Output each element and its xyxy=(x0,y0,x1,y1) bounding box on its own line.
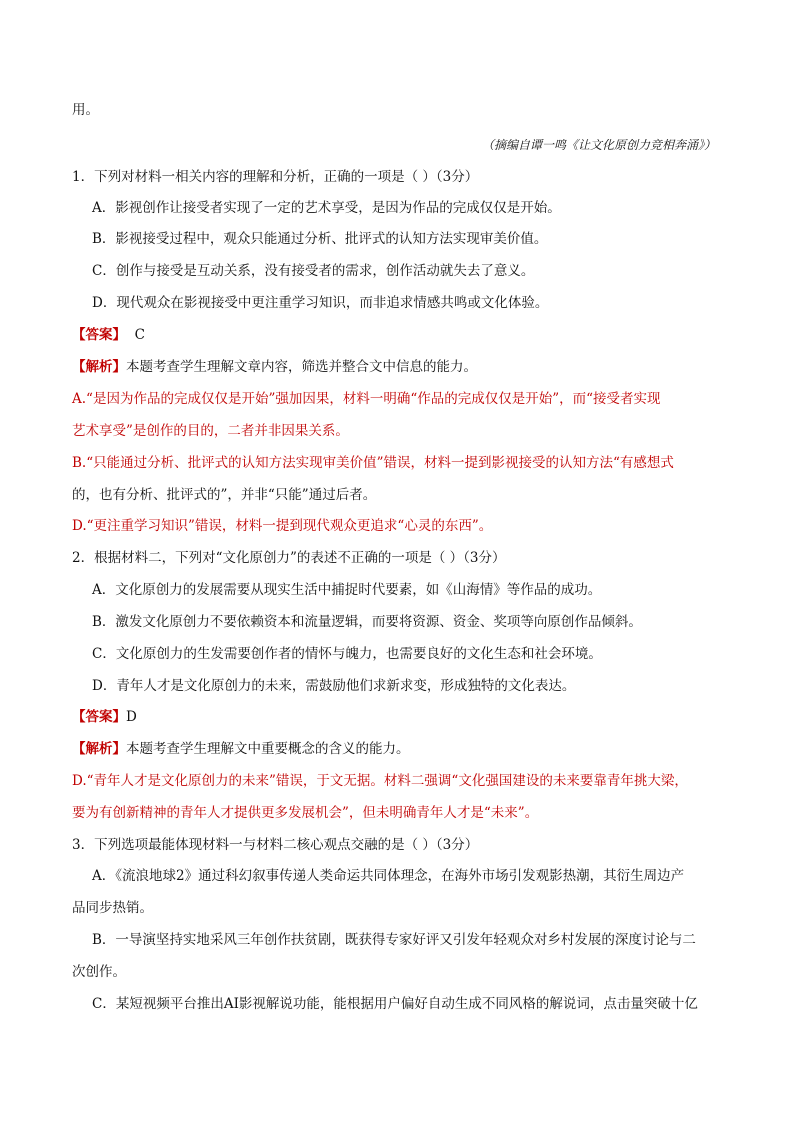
q3-option-a-2: 品同步热销。 xyxy=(72,900,153,916)
q2-analysis xyxy=(72,739,410,759)
q2-answer xyxy=(72,707,137,727)
q1-analysis-text: 本题考查学生理解文章内容，筛选并整合文中信息的能力。 xyxy=(126,359,477,375)
q1-option-d: D．现代观众在影视接受中更注重学习知识，而非追求情感共鸣或文化体验。 xyxy=(92,295,549,311)
q1-explanation-a-2: 艺术享受”是创作的目的，二者并非因果关系。 xyxy=(72,423,349,439)
q2-explanation-d-1: D.“青年人才是文化原创力的未来”错误，于文无据。材料二强调“文化强国建设的未来要靠青年挑大梁， xyxy=(72,773,688,789)
q2-answer-label: 【答案】 xyxy=(72,709,126,725)
q1-explanation-b-2: 的，也有分析、批评式的”，并非“只能”通过后者。 xyxy=(72,487,377,503)
q1-stem: 1．下列对材料一相关内容的理解和分析，正确的一项是（ ）（3分） xyxy=(72,169,479,185)
q3-option-a-1: A．《流浪地球2》通过科幻叙事传递人类命运共同体理念，在海外市场引发观影热潮，其衍生周边产 xyxy=(92,868,685,884)
q2-explanation-d-2: 要为有创新精神的青年人才提供更多发展机会”，但未明确青年人才是“未来”。 xyxy=(72,805,539,821)
q3-option-b-1: B．一导演坚持实地采风三年创作扶贫剧，既获得专家好评又引发年轻观众对乡村发展的深度讨论与二 xyxy=(92,932,696,948)
q1-answer-value: C xyxy=(134,327,145,343)
top-fragment: 用。 xyxy=(72,102,99,118)
q1-explanation-b-1: B.“只能通过分析、批评式的认知方法实现审美价值”错误，材料一提到影视接受的认知方法“有感想式 xyxy=(72,455,674,471)
q3-stem: 3．下列选项最能体现材料一与材料二核心观点交融的是（ ）（3分） xyxy=(72,837,479,853)
q1-analysis xyxy=(72,357,477,377)
q1-answer-label: 【答案】 xyxy=(72,327,126,343)
q1-analysis-label: 【解析】 xyxy=(72,359,126,375)
q2-option-d: D．青年人才是文化原创力的未来，需鼓励他们求新求变，形成独特的文化表达。 xyxy=(92,678,576,694)
q1-explanation-d: D.“更注重学习知识”错误，材料一提到现代观众更追求“心灵的东西”。 xyxy=(72,518,493,534)
q1-answer xyxy=(72,325,145,345)
q2-analysis-text: 本题考查学生理解文中重要概念的含义的能力。 xyxy=(126,741,410,757)
q2-option-a: A．文化原创力的发展需要从现实生活中捕捉时代要素，如《山海情》等作品的成功。 xyxy=(92,582,602,598)
q2-stem: 2．根据材料二，下列对“文化原创力”的表述不正确的一项是（ ）（3分） xyxy=(72,550,506,566)
q1-option-b: B．影视接受过程中，观众只能通过分析、批评式的认知方法实现审美价值。 xyxy=(92,231,548,247)
q3-option-b-2: 次创作。 xyxy=(72,964,126,980)
q1-explanation-a-1: A.“是因为作品的完成仅仅是开始”强加因果，材料一明确“作品的完成仅仅是开始”，而“接受者实现 xyxy=(72,391,661,407)
q3-option-c-1: C．某短视频平台推出AI影视解说功能，能根据用户偏好自动生成不同风格的解说词，点击量突破十亿 xyxy=(92,996,698,1012)
source-citation: （摘编自谭一鸣《让文化原创力竞相奔涌》） xyxy=(481,138,716,152)
q2-analysis-label: 【解析】 xyxy=(72,741,126,757)
q1-option-c: C．创作与接受是互动关系，没有接受者的需求，创作活动就失去了意义。 xyxy=(92,263,535,279)
q2-option-b: B．激发文化原创力不要依赖资本和流量逻辑，而要将资源、资金、奖项等向原创作品倾斜。 xyxy=(92,614,642,630)
q1-option-a: A．影视创作让接受者实现了一定的艺术享受，是因为作品的完成仅仅是开始。 xyxy=(92,200,561,216)
q2-option-c: C．文化原创力的生发需要创作者的情怀与魄力，也需要良好的文化生态和社会环境。 xyxy=(92,646,602,662)
q2-answer-value: D xyxy=(126,709,137,725)
